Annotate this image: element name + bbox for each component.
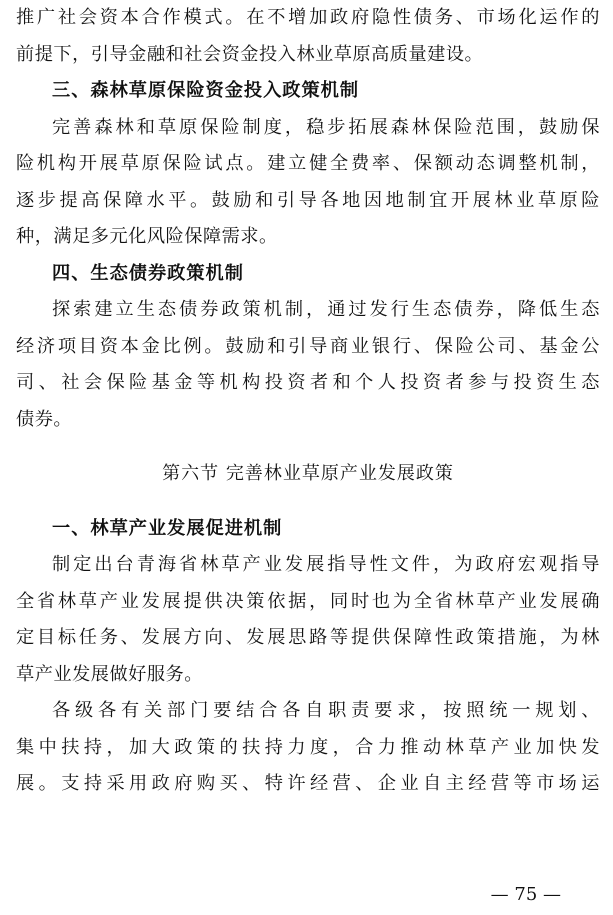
paragraph-line: 草产业发展做好服务。: [16, 663, 203, 685]
subsection-heading: 一、林草产业发展促进机制: [52, 517, 283, 539]
subsection-heading: 四、生态债券政策机制: [52, 262, 244, 284]
paragraph-line: 前提下，引导金融和社会资金投入林业草原高质量建设。: [16, 43, 484, 65]
paragraph-line: 定目标任务、发展方向、发展思路等提供保障性政策措施，为林: [16, 627, 600, 648]
paragraph-line: 各级各有关部门要结合各自职责要求，按照统一规划、: [52, 700, 600, 721]
paragraph-line: 全省林草产业发展提供决策依据，同时也为全省林草产业发展确: [16, 590, 600, 612]
page-number: — 75 —: [490, 884, 561, 905]
paragraph-line: 展。支持采用政府购买、特许经营、企业自主经营等市场运: [16, 773, 600, 794]
paragraph-line: 债券。: [16, 408, 73, 430]
paragraph-line: 司、社会保险基金等机构投资者和个人投资者参与投资生态: [16, 372, 600, 393]
paragraph-line: 推广社会资本合作模式。在不增加政府隐性债务、市场化运作的: [16, 7, 600, 28]
paragraph-line: 完善森林和草原保险制度，稳步拓展森林保险范围，鼓励保: [52, 116, 600, 138]
paragraph-line: 险机构开展草原保险试点。建立健全费率、保额动态调整机制，: [16, 153, 600, 174]
paragraph-line: 集中扶持，加大政策的扶持力度，合力推动林草产业加快发: [16, 736, 600, 758]
section-title: 第六节 完善林业草原产业发展政策: [162, 463, 454, 484]
paragraph-line: 种，满足多元化风险保障需求。: [16, 226, 278, 247]
paragraph-line: 经济项目资本金比例。鼓励和引导商业银行、保险公司、基金公: [16, 335, 600, 357]
subsection-heading: 三、森林草原保险资金投入政策机制: [52, 80, 360, 101]
paragraph-line: 制定出台青海省林草产业发展指导性文件，为政府宏观指导: [52, 554, 600, 575]
paragraph-line: 逐步提高保障水平。鼓励和引导各地因地制宜开展林业草原险: [16, 189, 600, 211]
paragraph-line: 探索建立生态债券政策机制，通过发行生态债券，降低生态: [52, 299, 600, 320]
document-page: [16, 0, 600, 803]
